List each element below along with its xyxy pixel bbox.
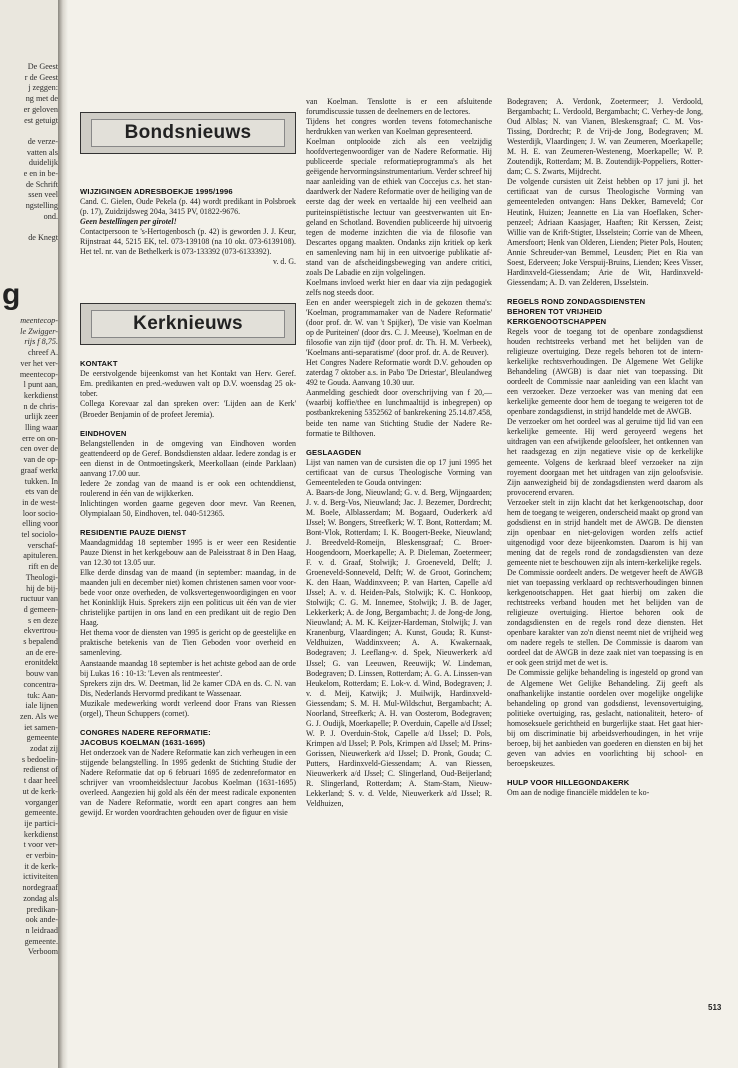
previous-page-fragment: ut de kerk- — [22, 786, 58, 796]
section-heading: REGELS ROND ZONDAGSDIENSTEN — [507, 296, 646, 306]
paragraph: van Koelman. Tenslotte is er een afsluitende forumdiscussie tussen de deelnemers en de lectores. — [306, 97, 492, 117]
previous-page-fragment: de verze- — [27, 136, 58, 146]
previous-page-letter: g — [2, 278, 21, 311]
paragraph: Contactpersoon te 's-Hertogenbosch (p. 42) is geworden J. J. Keur, Rijnstraat 44, 5215 EK, tel. 073-139108 (na 10 okt. 073-6139108). Het tel. nr. van de Bethelkerk is 073-133392 (073-6133392). — [80, 227, 296, 257]
previous-page-fragment: j zeggen: — [28, 83, 58, 93]
paragraph: Het thema voor de diensten van 1995 is gericht op de geestelijke en praktische betekenis van de Tien Geboden voor overheid en samenleving. — [80, 628, 296, 658]
paragraph: Aanstaande maandag 18 september is het achtste gebod aan de orde bij Lukas 16 : 10-13: 'Leven als rentmeester'. — [80, 658, 296, 678]
previous-page-fragment: ook ande- — [25, 915, 58, 925]
previous-page-fragment: verschaf- — [27, 540, 58, 550]
previous-page-fragment: erre on on- — [22, 433, 58, 443]
section-heading: KONTAKT — [80, 359, 118, 369]
kerknieuws-title: Kerknieuws — [133, 313, 243, 335]
paragraph: Lijst van namen van de cursisten die op 17 juni 1995 het certificaat van de cursus Theologische Vorming van Gemeenteleden te Gouda ontvingen: — [306, 457, 492, 487]
paragraph: Om aan de nodige financiële middelen te ko- — [507, 787, 650, 797]
previous-page-fragment: er verbin- — [25, 851, 58, 860]
column-1 — [80, 112, 296, 818]
previous-page-fragment: l punt aan, — [23, 380, 58, 390]
paragraph: De verzoeker om het oordeel was al geruime tijd lid van een kerkelijke gemeente. Hij werd geroyeerd wegens het uitdragen van een afwijkende geloofsleer, het ontkennen van het raadsgezag en zijn negatieve visie op de kerkelijke gemeente. Volgens de kerkraad bleef verzoeker na zijn royement doorgaan met het uitdragen van zijn geloofsvisie. Zijn aanwezigheid bij de zondagsdiensten werd daarom als provocerend ervaren. — [507, 417, 703, 497]
page-number: 513 — [708, 1003, 722, 1012]
section-heading: KERKGENOOTSCHAPPEN — [507, 316, 607, 326]
previous-page-fragment: concentra- — [23, 679, 58, 689]
previous-page-fragment: s en deze — [27, 615, 58, 625]
previous-page-fragment: Theologi- — [25, 572, 58, 582]
previous-page-fragment: zen. Als we — [20, 711, 58, 721]
previous-page-fragment: ssen veel — [28, 190, 58, 200]
previous-page-fragment: rijs f 8,75. — [24, 337, 58, 347]
previous-page-fragment: ng met de — [25, 94, 58, 104]
previous-page-fragment: d gemeen- — [23, 604, 58, 614]
paragraph: Elke derde dinsdag van de maand (in september: maandag, in de maanden juli en december niet) komen christenen samen voor voorbede voor onze overheden, de volksvertegenwoordigingen en voor het Koninklijk Huis. Sprekers zijn een politicus uit één van de vier christelijke partijen in ons land en een predikant uit de regio Den Haag. — [80, 568, 296, 628]
previous-page-fragment: est getuigt — [24, 115, 58, 125]
previous-page-fragment: r de Geest — [24, 72, 58, 82]
previous-page-fragment: meentecop- — [20, 316, 58, 325]
previous-page-fragment: urlijk zeer — [24, 412, 58, 422]
paragraph: Sprekers zijn drs. W. Deetman, lid 2e kamer CDA en ds. C. N. van Dis, Nederlands Hervormd predikant te Wassenaar. — [80, 678, 296, 698]
previous-page-fragment: apituleren. — [23, 551, 58, 561]
paragraph: Het Congres Nadere Reformatie wordt D.V. gehouden op zaterdag 7 oktober a.s. in Pabo 'De Driestar', Bleulandweg 492 te Gouda. Aanvang 10.30 uur. — [306, 358, 492, 388]
previous-page-fragment: le Zwigger- — [20, 326, 58, 336]
previous-page-fragment: gemeente. — [24, 808, 58, 818]
previous-page-fragment: cen over de — [20, 444, 58, 454]
paragraph: Het onderzoek van de Nadere Reformatie kan zich verheugen in een stijgende belangstelling. In 1995 gedenkt de Stichting Studie der Nadere Reformatie dat op 6 februari 1695 de zedenreformator en schrijver van vroomheidslectuur Jacobus Koelman (1631-1695) overleed. Aangezien hij gold als één der meest radicale exponenten van de Nadere Reformatie, wordt een apart congres aan hem gewijd. Er worden voordrachten gehouden over de figuur en visie — [80, 747, 296, 818]
previous-page-fragment: kerkdienst — [23, 390, 58, 400]
page-gutter — [58, 0, 68, 1068]
previous-page-fragment: gemeente — [26, 733, 58, 743]
kerknieuws-banner — [80, 303, 296, 345]
bondsnieuws-banner — [80, 112, 296, 154]
paragraph: Collega Korevaar zal dan spreken over: 'Lijden aan de Kerk' (Broeder Benjamin of de profeet Jeremia). — [80, 399, 296, 419]
paragraph: Aanmelding geschiedt door overschrijving van f 20,— (waarbij koffie/thee en lunchmaaltijd is inbegrepen) op postbankrekening 5352562 of bankrekening 25.14.87.458, beide ten name van Stichting Studie der Nadere Reformatie te Bilthoven. — [306, 388, 492, 438]
paragraph: Iedere 2e zondag van de maand is er ook een ochtenddienst, roulerend in één van de wijkkerken. — [80, 478, 296, 498]
previous-page-fragment: ond. — [43, 211, 58, 221]
previous-page-fragment: eronitdekt — [24, 658, 58, 668]
previous-page-fragment: rift en de — [28, 562, 58, 572]
previous-page-fragment: in de west- — [22, 497, 58, 507]
column-2 — [306, 97, 492, 809]
previous-page-fragment: e en in be- — [23, 169, 58, 178]
previous-page-fragment: iale lijnen — [25, 701, 58, 711]
section-heading: BEHOREN TOT VRIJHEID — [507, 306, 603, 316]
previous-page-fragment: iet samen- — [24, 722, 58, 732]
previous-page-fragment: er geloven — [23, 104, 58, 114]
previous-page-fragment: hij de bij- — [26, 583, 58, 593]
previous-page-fragment: chreef A. — [27, 348, 58, 358]
previous-page-fragment: de Knegt — [28, 233, 58, 243]
section-heading: WIJZIGINGEN ADRESBOEKJE 1995/1996 — [80, 187, 233, 196]
previous-page-fragment: De Geest — [27, 62, 58, 71]
paragraph: Tijdens het congres worden tevens fotomechanische herdrukken van werken van Koelman gepresenteerd. — [306, 117, 492, 137]
signature: v. d. G. — [273, 257, 296, 267]
previous-page-fragment: ictiviteiten — [22, 872, 58, 882]
previous-page-fragment: bouw van — [25, 669, 58, 679]
previous-page-fragment: meentecop- — [19, 369, 58, 379]
column-3 — [507, 97, 703, 798]
previous-page-fragment: duidelijk — [28, 158, 58, 168]
section-heading: JACOBUS KOELMAN (1631-1695) — [80, 737, 206, 747]
paragraph: Maandagmiddag 18 september 1995 is er weer een Residentie Pauze Dienst in het kerkgebouw aan de Paleisstraat 8 in Den Haag, van 12.30 tot 13.05 uur. — [80, 537, 296, 568]
graduates-list: A. Baars-de Jong, Nieuwland; G. v. d. Berg, Wijngaarden; J. v. d. Berg-Vos, Nieuwland; Jac. J. Bezemer, Dordrecht; M. Boele, Alblasserdam; M. Bogaard, Ouderkerk a/d IJssel; W. Bongers, Streefkerk; W. T. Bont, Rotterdam; M. Bont-Vlok, Rotterdam; I. K. Boogert-Beeke, Nieuwland; J. Breedveld-Romeijn, Bleskensgraaf; C. Broer-Hoogendoorn, Moerkapelle; A. P. Dieleman, Zoetermeer; F. v. d. Graaf, Stolwijk; J. Groeneveld, Delft; J. Groeneveld-Sonneveld, Delft; W. de Groot, Gorinchem; K. den Haan, Waddinxveen; P. van Harten, Capelle a/d IJssel; A. v. d. Heiden-Pals, Stolwijk; K. C. Honkoop, Stolwijk; C. G. M. Innemee, Stolwijk; J. B. de Jager, Lekkerkerk; A. de Jong, Bergambacht; J. de Jong-de Jong, Nieuwland; A. M. K. Keijzer-Hardeman, Stolwijk; J. van Kranenburg, Vlaardingen; A. Kunst, Gouda; R. Kunst-Veldhuizen, Waddinxveen; A. A. Kwakernaak, Bodegraven; J. Leeflang-v. d. Spek, Nieuwerkerk a/d IJssel; G. van Leeuwen, Reeuwijk; W. Lindeman, Bodegraven; D. Linssen, Rotterdam; A. G. A. Linssen-van Heukelom, Rotterdam; E. Lok-v. d. Wind, Bodegraven; J. v. d. Meij, Katwijk; J. Muilwijk, Hardinxveld-Giessendam; S. M. H. Mul-Wildschut, Bergambacht; A. Noorland, Streefkerk; A. H. van Oosterom, Bodegraven; G. J. Oudijk, Moerkapelle; P. Overduin, Capelle a/d IJssel; W. P. J. Overduin-Stok, Capelle a/d IJssel; D. Pols, Krimpen a/d IJssel; P. Pols, Krimpen a/d IJssel; M. Prins-Gorissen, Nieuwerkerk a/d IJssel; D. Pronk, Gouda; C. Putters, Hardinxveld-Giessendam; A. van Riessen, Nieuwerkerk a/d IJssel; C. Slingerland, Oud-Beijerland; R. Slingerland, Rotterdam; A. Stam-Stam, Nieuw-Lekkerland; S. v. d. Velde, Nieuwerkerk a/d IJssel; R. Veldhuizen, — [306, 487, 492, 809]
previous-page-edge — [0, 0, 58, 1068]
previous-page-fragment: s bepalend — [23, 637, 58, 646]
section-heading: HULP VOOR HILLEGONDAKERK — [507, 777, 630, 787]
section-heading: RESIDENTIE PAUZE DIENST — [80, 527, 187, 537]
paragraph: Muzikale medewerking wordt verleend door Frans van Riessen (orgel), Theun Schuppers (cornet). — [80, 698, 296, 718]
previous-page-fragment: ekvertrou- — [23, 626, 58, 636]
paragraph: Bodegraven; A. Verdonk, Zoetermeer; J. Verdoold, Bergambacht; L. Verdoold, Bergambacht; C. Verhey-de Jong, Oud Alblas; N. van Vianen, Bleskensgraaf; C. M. Vos-Tissing, Dordrecht; P. de Vrij-de Jong, Bodegraven; M. Westerdijk, Vlaardingen; J. W. van Zeumeren, Moerkapelle; M. H. E. van Zeumeren-Westeneng, Moerkapelle; W. P. Zoutendijk, Rotterdam; M. B. Zoutendijk-Poppeliers, Rotterdam; C. S. Zwarts, Mijdrecht. — [507, 97, 703, 177]
previous-page-fragment: kerkdienst — [23, 829, 58, 839]
paragraph: De eerstvolgende bijeenkomst van het Kontakt van Herv. Geref. Em. predikanten en pred.-weduwen valt op D.V. woensdag 25 oktober. — [80, 369, 296, 399]
previous-page-fragment: graaf werkt — [20, 465, 58, 475]
paragraph: Verzoeker stelt in zijn klacht dat het kerkgenootschap, door hem de toegang te weigeren, onderscheid maakt op grond van godsdienst en in strijd handelt met de AWGB. De diensten zijn openbaar en niet-gelovigen worden zelfs actief uitgenodigd voor deze bijeenkomsten. Daarom is hij van mening dat de regels rond de zondagsdiensten van deze gemeente niet te beschouwen zijn als intern-kerkelijke regels. — [507, 497, 703, 567]
previous-page-fragment: tel sociolo- — [21, 530, 58, 539]
section-heading: EINDHOVEN — [80, 428, 127, 438]
paragraph: De Commissie oordeelt anders. De wetgever heeft de AWGB niet van toepassing verklaard op rechtsverhoudingen binnen kerkgenootschappen. Het gaat hierbij om zaken die rechtstreeks verband houden met het belijden van de religieuze overtuiging. Hiertoe behoren ook de zondagsdiensten en de regels rond deze diensten. Het openbare karakter van zo'n dienst neemt niet de vrijheid weg om nadere regels te stellen. De Commissie is daarom van oordeel dat de AWGB in deze zaak niet van toepassing is en er ook geen strijd met de wet is. — [507, 568, 703, 668]
section-heading: CONGRES NADERE REFORMATIE: — [80, 727, 211, 737]
previous-page-fragment: loor socio- — [22, 508, 58, 518]
paragraph: De volgende cursisten uit Zeist hebben op 17 juni jl. het certificaat van de cursus Theologische Vorming van gemeenteleden ontvangen: Hans Dekker, Barneveld; Cor Heutink, Huizen; Jeannette en Lia van Hoeflaken, Scherpenzeel; Adriaan Kaasjager, Haaften; Rit Kerssen, Zeist; Willie van de Krift-Stigter, IJsselstein; Corrie van de Mheen, Amersfoort; Henk van Olderen, Lienden; Pieter Pols, Houten; Annie Schreuder-van Bemmel, Leusden; Piet en Ria van Soest, Ederveen; Joke Verspuij-Bruins, Lienden; Kees Visser, Hardinxveld-Giessendam; Arie de Wit, Hardinxveld-Giessendam; A. D. van Zelderen, IJsselstein. — [507, 177, 703, 287]
paragraph: Regels voor de toegang tot de openbare zondagsdienst houden rechtstreeks verband met het belijden van de religieuze overtuiging. Deze regels behoren tot de intern-kerkelijke rechtsverhoudingen. De Algemene Wet Gelijke Behandeling (AWGB) is daar niet van toepassing. Dit oordeelt de Commissie naar aanleiding van een klacht van een verzoeker. Deze verzoeker was van mening dat een kerkelijke gemeente door hem de toegang te weigeren tot de openbare zondagsdienst, in strijd handelde met de AWGB. — [507, 326, 703, 417]
previous-page-fragment: ngstelling — [25, 201, 58, 211]
paragraph: Cand. C. Gielen, Oude Pekela (p. 44) wordt predikant in Polsbroek (p. 17), Zuidzijdsweg 204a, 3415 PV, 01822-9676. — [80, 197, 296, 217]
paragraph: Koelmans invloed werkt hier en daar via zijn pedagogiek zelfs nog steeds door. — [306, 277, 492, 297]
previous-page-fragment: lling waar — [25, 423, 58, 432]
previous-page-fragment: n leidraad — [25, 925, 58, 935]
previous-page-fragment: s bedoelin- — [21, 754, 58, 764]
previous-page-fragment: vorganger — [24, 797, 58, 807]
previous-page-fragment: redienst of — [23, 765, 58, 775]
previous-page-fragment: t daar heel — [23, 776, 58, 786]
previous-page-fragment: nordegraaf — [22, 883, 58, 893]
previous-page-fragment: n de chris- — [23, 401, 58, 411]
paragraph: Koelman ontplooide zich als een veelzijdig hoofdvertegenwoordiger van de Nadere Reformatie. Hij publiceerde speciale reformatieprogramma's als het geëigende hervormingsinstrumentarium. Verder schreef hij naar aanleiding van de ethiek van Coccejus c.s. het standaardwerk der Nadere Reformatie over de heiliging van de eerste dag der week en vertaalde hij een veelheid aan puriteinspiëtistische lectuur van geestverwanten uit Engeland en Schotland. Bovendien publiceerde hij uitvoerig tegen de moderne inzichten die via de filosofie van Descartes opgang maakten. Ondanks zijn kritiek op kerk en samenleving nam hij in een uitvoerige publikatie afstand van de afscheidingsbeweging van andere critici, zoals De Labadie en zijn volgelingen. — [306, 137, 492, 277]
previous-page-fragment: gemeente. — [24, 936, 58, 946]
previous-page-fragment: an de ere- — [25, 647, 58, 657]
previous-page-fragment: tukken. In — [24, 476, 58, 486]
paragraph-emphasis: Geen bestellingen per girotel! — [80, 217, 177, 227]
paragraph: Belangstellenden in de omgeving van Eindhoven worden geattendeerd op de Geref. Bondsdiensten aldaar. Iedere zondag is er een dienst in de Ontmoetingskerk, Meerkollaan (einde Parklaan) aanvang 17.00 uur. — [80, 438, 296, 478]
previous-page-fragment: ets van de — [25, 487, 58, 497]
paragraph: Een en ander weerspiegelt zich in de gekozen thema's: 'Koelman, programmamaker van de Nadere Reformatie' (door prof. dr. W. van 't Spijker), 'De visie van Koelman op de Puriteinen' (door drs. C. J. Meeuse), 'Koelman en de filosofie van zijn tijd' (door prof. dr. Th. H. M. Verbeek), 'Koelmans anti-separatisme' (door prof. dr. A. de Reuver). — [306, 297, 492, 358]
previous-page-fragment: tuk: Aan- — [27, 690, 58, 700]
previous-page-fragment: Verboom — [27, 947, 58, 957]
previous-page-fragment: van de op- — [23, 455, 58, 465]
previous-page-fragment: vatten als — [26, 147, 58, 157]
previous-page-fragment: it de kerk- — [24, 861, 58, 871]
section-heading: GESLAAGDEN — [306, 447, 362, 457]
previous-page-fragment: ver het ver- — [20, 358, 58, 368]
paragraph: Inlichtingen worden gaarne gegeven door mevr. Van Reenen, Olympialaan 50, Eindhoven, tel. 040-512365. — [80, 498, 296, 518]
bondsnieuws-title: Bondsnieuws — [124, 121, 252, 143]
previous-page-fragment: zondag als — [23, 893, 58, 903]
previous-page-fragment: t voor ver- — [23, 840, 58, 850]
paragraph: De Commissie gelijke behandeling is ingesteld op grond van de Algemene Wet Gelijke Behandeling. Zij geeft als onafhankelijke instantie oordelen over mogelijke ongelijke behandeling op grond van godsdienst, levensovertuiging, politieke overtuiging, ras, geslacht, nationaliteit, hetero- of homoseksuele gerichtheid en burgerlijke staat. Het gaat hierbij om discriminatie bij arbeidsverhoudingen, in het vrije beroep, bij het aanbieden van goederen en diensten en bij het geven van advies en voorlichting bij school- en beroepskeuzes. — [507, 668, 703, 768]
previous-page-fragment: elling voor — [22, 519, 58, 529]
previous-page-fragment: predikan- — [26, 904, 58, 914]
previous-page-fragment: de Schrift — [25, 179, 58, 189]
previous-page-fragment: ije partici- — [24, 818, 58, 828]
previous-page-fragment: ructuur van — [20, 594, 58, 604]
previous-page-fragment: zodat zij — [30, 744, 58, 753]
